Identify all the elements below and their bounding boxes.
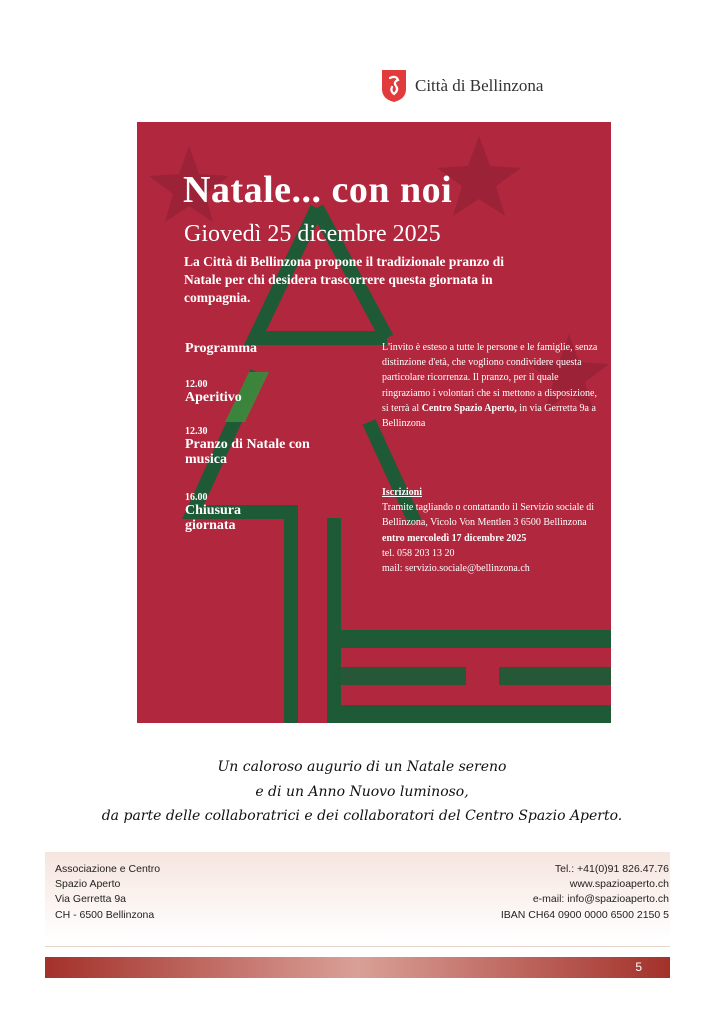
- footer-contacts: [501, 862, 669, 923]
- schedule-item: [185, 379, 242, 405]
- footer-street: Via Gerretta 9a: [55, 893, 127, 906]
- iscrizioni-heading: Iscrizioni: [382, 487, 422, 498]
- schedule-time: 12.00: [185, 379, 208, 390]
- footer-website[interactable]: www.spazioaperto.ch: [569, 878, 669, 891]
- page-bar: [45, 957, 670, 978]
- poster-intro: La Città di Bellinzona propone il tradizionale pranzo di Natale per chi desidera trascorrere questa giornata in compagnia.: [184, 254, 505, 305]
- city-logo: [381, 69, 543, 103]
- programma-heading: Programma: [185, 341, 258, 356]
- footer-org-name-2: Spazio Aperto: [55, 878, 121, 891]
- iscrizioni-deadline: entro mercoledì 17 dicembre 2025: [382, 532, 527, 544]
- contact-mail: mail: servizio.sociale@bellinzona.ch: [382, 563, 530, 575]
- schedule-event: Aperitivo: [185, 390, 242, 405]
- schedule-time: 12.30: [185, 426, 208, 437]
- schedule-event: Chiusura giornata: [185, 503, 242, 533]
- christmas-poster: [137, 122, 611, 723]
- logo-text: Città di Bellinzona: [415, 76, 544, 95]
- iscrizioni-text: Tramite tagliando o contattando il Servizio sociale di Bellinzona, Vicolo Von Mentlen 3 6500 Bellinzona: [382, 502, 595, 529]
- contact-phone: tel. 058 203 13 20: [382, 547, 455, 559]
- schedule-time: 16.00: [185, 492, 208, 503]
- footer-email[interactable]: e-mail: info@spazioaperto.ch: [532, 893, 669, 906]
- poster-title: Natale... con noi: [183, 169, 453, 211]
- footer-address: [55, 862, 160, 923]
- footer-iban: IBAN CH64 0900 0000 6500 2150 5: [500, 908, 669, 921]
- venue-address: in via Gerretta 9a a Bellinzona: [382, 402, 596, 430]
- footer-divider: [45, 946, 670, 947]
- greeting-line-3: da parte delle collaboratrici e dei collaboratori del Centro Spazio Aperto.: [101, 808, 623, 824]
- greeting-line-1: Un caloroso augurio di un Natale sereno: [217, 759, 507, 775]
- iscrizioni-block: [382, 485, 602, 576]
- schedule-event: Pranzo di Natale con musica: [185, 437, 310, 467]
- poster-date: Giovedì 25 dicembre 2025: [184, 221, 441, 247]
- footer-city: CH - 6500 Bellinzona: [55, 908, 155, 921]
- schedule-item: [185, 492, 285, 533]
- page-number: 5: [635, 960, 642, 974]
- greeting-line-2: e di un Anno Nuovo luminoso,: [255, 784, 469, 800]
- footer-phone: Tel.: +41(0)91 826.47.76: [554, 863, 669, 875]
- invito-text: L'invito è esteso a tutte le persone e le famiglie, senza distinzione d'età, che vogliono condividere questa particolare ricorrenza. Il pranzo, per il quale ringraziamo i volontari che si mettono a disposizione, si terrà al Centro Spazio Aperto, in via Gerretta 9a a Bellinzona: [382, 342, 598, 430]
- city-shield-icon: [381, 69, 407, 103]
- footer-org-name: Associazione e Centro: [55, 863, 161, 875]
- venue-name: Centro Spazio Aperto,: [421, 402, 517, 414]
- schedule-item: [185, 426, 325, 467]
